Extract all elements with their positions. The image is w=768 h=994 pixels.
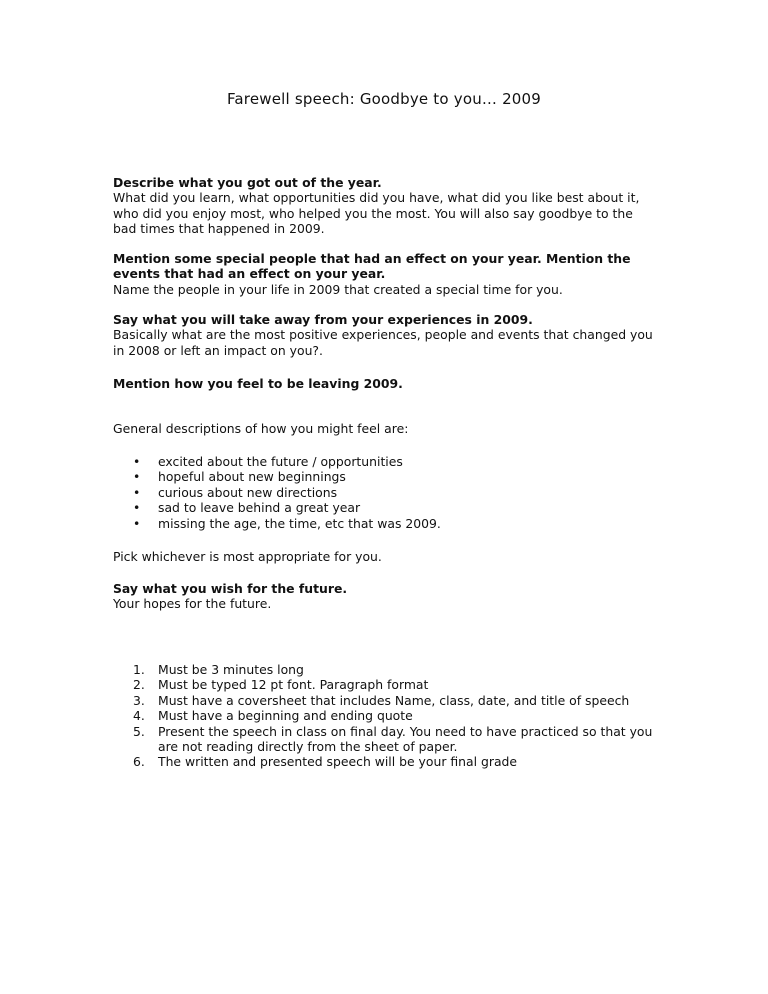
section-people: [113, 251, 653, 297]
section-takeaway: [113, 312, 653, 358]
list-item: • curious about new directions: [133, 484, 338, 500]
list-item: 2. Must be typed 12 pt font. Paragraph format: [133, 677, 429, 693]
bullet-icon: •: [133, 454, 141, 469]
list-item: • missing the age, the time, etc that was 2009.: [133, 515, 441, 531]
list-number: 1.: [133, 662, 145, 677]
bullet-icon: •: [133, 469, 141, 485]
list-item: • hopeful about new beginnings: [133, 469, 346, 485]
section-body: Basically what are the most positive experiences, people and events that changed you in 2008 or left an impact on you?.: [113, 327, 653, 358]
section-heading: Mention how you feel to be leaving 2009.: [113, 376, 403, 391]
list-item: 5. Present the speech in class on final day. You need to have practiced so that you are not reading directly from the sheet of paper.: [133, 723, 653, 755]
section-leaving: [113, 376, 653, 391]
bullet-icon: •: [133, 500, 141, 516]
section-future: [113, 581, 653, 612]
pick-text: Pick whichever is most appropriate for you.: [113, 549, 382, 564]
list-item: • sad to leave behind a great year: [133, 500, 361, 516]
list-number: 5.: [133, 723, 145, 739]
requirements-list: [113, 662, 653, 770]
bullet-icon: •: [133, 515, 141, 531]
list-item: 1. Must be 3 minutes long: [133, 662, 304, 677]
section-body: Name the people in your life in 2009 that created a special time for you.: [113, 281, 563, 297]
feelings-list: [113, 454, 441, 531]
list-number: 6.: [133, 754, 145, 770]
section-body: Your hopes for the future.: [113, 596, 272, 612]
section-heading: Say what you will take away from your experiences in 2009.: [113, 312, 533, 327]
section-body: What did you learn, what opportunities did you have, what did you like best about it, who did you enjoy most, who helped you the most. You will also say goodbye to the bad times that happened in 2009.: [113, 190, 640, 237]
list-item: • excited about the future / opportunities: [133, 454, 403, 469]
list-item: 3. Must have a coversheet that includes Name, class, date, and title of speech: [133, 692, 630, 708]
list-item: 4. Must have a beginning and ending quote: [133, 708, 413, 724]
section-year: [113, 175, 653, 237]
list-item: 6. The written and presented speech will be your final grade: [133, 754, 518, 770]
bullet-icon: •: [133, 484, 141, 500]
feelings-intro: General descriptions of how you might feel are:: [113, 421, 409, 436]
list-number: 4.: [133, 708, 145, 724]
section-heading: Mention some special people that had an effect on your year. Mention the events that had an effect on your year.: [113, 251, 631, 282]
list-number: 3.: [133, 692, 145, 708]
section-heading: Describe what you got out of the year.: [113, 175, 382, 190]
list-number: 2.: [133, 677, 145, 693]
section-heading: Say what you wish for the future.: [113, 581, 348, 596]
page-title: Farewell speech: Goodbye to you… 2009: [226, 90, 542, 108]
